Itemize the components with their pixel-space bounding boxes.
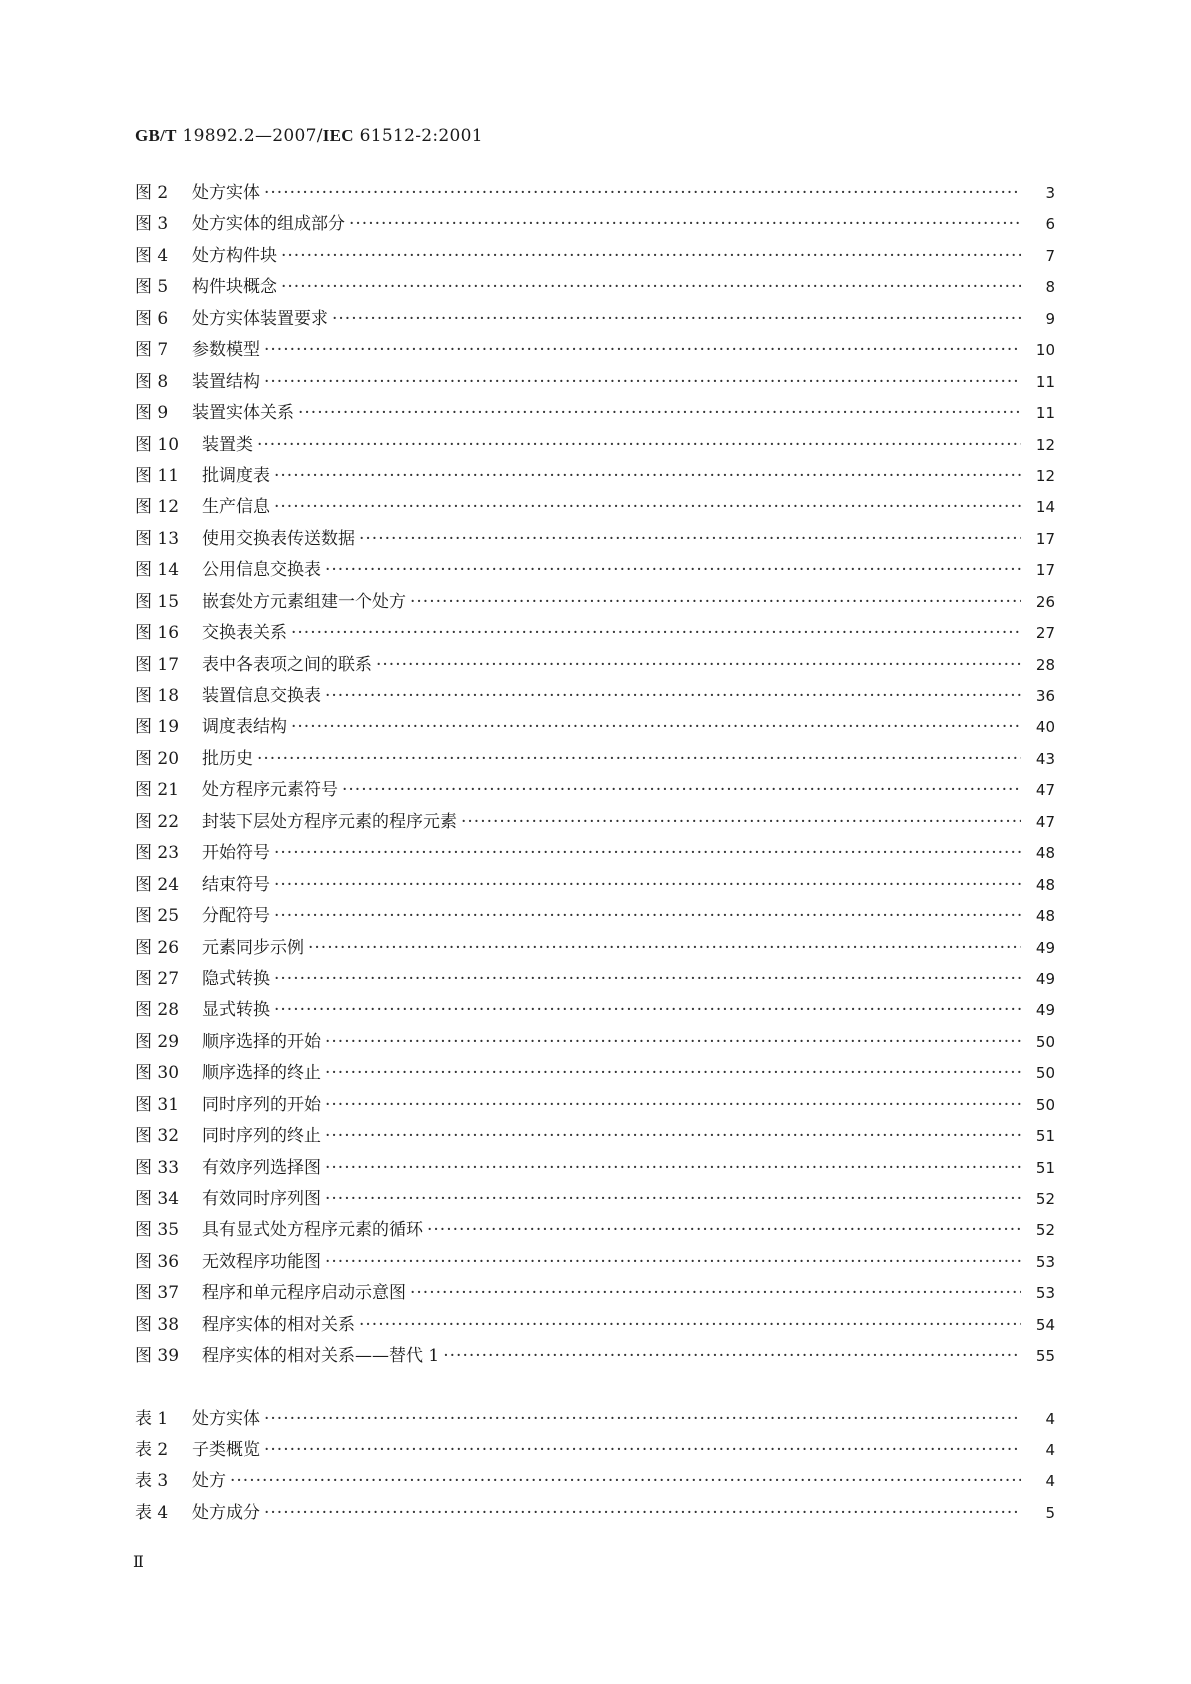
figure-page-number: 14	[1035, 498, 1055, 517]
figure-number: 图 26	[135, 937, 180, 958]
figure-page-number: 53	[1035, 1252, 1055, 1271]
table-page-number: 5	[1045, 1503, 1055, 1522]
dot-leader	[443, 1341, 1021, 1372]
header-standard-code: GB/T	[135, 126, 177, 145]
figure-title: 程序实体的相对关系——替代 1	[202, 1346, 440, 1367]
dot-leader	[332, 304, 1021, 335]
figure-number: 图 17	[135, 654, 180, 675]
figure-title: 有效同时序列图	[202, 1189, 321, 1209]
figure-number: 图 34	[135, 1189, 180, 1209]
figure-title: 处方程序元素符号	[202, 780, 338, 801]
figure-number: 图 19	[135, 717, 180, 738]
figure-page-number: 55	[1035, 1347, 1055, 1366]
figure-number: 图 23	[135, 843, 180, 864]
table-page-number: 4	[1045, 1410, 1055, 1428]
figure-number: 图 37	[135, 1283, 180, 1304]
dot-leader	[427, 1215, 1021, 1246]
figure-number: 图 38	[135, 1314, 180, 1335]
dot-leader	[359, 1310, 1021, 1341]
dot-leader	[274, 964, 1021, 995]
figure-page-number: 9	[1045, 309, 1055, 328]
figure-title: 处方实体装置要求	[192, 308, 328, 329]
figure-page-number: 6	[1045, 215, 1055, 234]
table-entry[interactable]	[135, 1404, 1055, 1435]
figure-number: 图 24	[135, 874, 180, 895]
dot-leader	[325, 1090, 1021, 1121]
dot-leader	[298, 398, 1021, 429]
dot-leader	[281, 272, 1021, 303]
figure-page-number: 48	[1035, 875, 1055, 894]
figure-entry[interactable]	[135, 304, 1055, 335]
figure-entry[interactable]	[135, 933, 1055, 964]
figure-entry[interactable]	[135, 1153, 1055, 1184]
figure-title: 顺序选择的终止	[202, 1063, 321, 1084]
dot-leader	[461, 807, 1021, 838]
figure-number: 图 22	[135, 811, 180, 832]
header-standard-number: 19892.2—2007/	[182, 126, 323, 146]
figure-page-number: 52	[1035, 1190, 1055, 1208]
dot-leader	[308, 933, 1021, 964]
table-title: 处方成分	[192, 1502, 260, 1523]
figure-entry[interactable]	[135, 870, 1055, 901]
figure-page-number: 48	[1035, 907, 1055, 926]
figure-title: 处方实体的组成部分	[192, 214, 345, 235]
figure-title: 显式转换	[202, 1000, 270, 1021]
figure-page-number: 17	[1035, 561, 1055, 580]
figure-page-number: 10	[1035, 341, 1055, 360]
dot-leader	[264, 367, 1021, 398]
dot-leader	[325, 1153, 1021, 1184]
table-number: 表 3	[135, 1471, 169, 1492]
figure-page-number: 48	[1035, 844, 1055, 863]
figure-title: 批历史	[202, 748, 253, 769]
figure-entry[interactable]	[135, 1278, 1055, 1309]
figure-number: 图 5	[135, 277, 169, 298]
figure-title: 同时序列的开始	[202, 1094, 321, 1115]
figure-entry[interactable]	[135, 807, 1055, 838]
figure-number: 图 16	[135, 623, 180, 644]
figure-title: 同时序列的终止	[202, 1126, 321, 1147]
figure-page-number: 3	[1045, 184, 1055, 202]
figure-number: 图 27	[135, 968, 180, 989]
dot-leader	[325, 1247, 1021, 1278]
figure-number: 图 18	[135, 686, 180, 706]
figure-entry[interactable]	[135, 712, 1055, 743]
figure-entry[interactable]	[135, 461, 1055, 492]
figure-number: 图 21	[135, 780, 180, 801]
figure-page-number: 36	[1035, 687, 1055, 705]
dot-leader	[264, 1404, 1021, 1435]
figure-number: 图 36	[135, 1251, 180, 1272]
figure-number: 图 33	[135, 1157, 180, 1178]
figure-title: 公用信息交换表	[202, 560, 321, 581]
figure-entry[interactable]	[135, 492, 1055, 523]
figure-number: 图 13	[135, 528, 180, 549]
figure-page-number: 28	[1035, 655, 1055, 674]
figure-title: 有效序列选择图	[202, 1157, 321, 1178]
figure-number: 图 15	[135, 591, 180, 612]
figure-entry[interactable]	[135, 838, 1055, 869]
dot-leader	[230, 1466, 1021, 1497]
figure-page-number: 52	[1035, 1221, 1055, 1240]
figure-entry[interactable]	[135, 964, 1055, 995]
figure-title: 构件块概念	[192, 277, 277, 298]
figure-entry[interactable]	[135, 618, 1055, 649]
figure-entry[interactable]	[135, 587, 1055, 618]
table-number: 表 1	[135, 1409, 169, 1429]
dot-leader	[325, 1121, 1021, 1152]
figure-title: 装置类	[202, 434, 253, 455]
dot-leader	[291, 618, 1021, 649]
figure-page-number: 47	[1035, 812, 1055, 831]
page-number: Ⅱ	[133, 1554, 144, 1571]
figure-page-number: 11	[1035, 404, 1055, 423]
figure-number: 图 10	[135, 434, 180, 455]
header-iec-number: 61512-2:2001	[359, 126, 483, 146]
dot-leader	[257, 744, 1021, 775]
figure-title: 装置结构	[192, 371, 260, 392]
figure-entry[interactable]	[135, 995, 1055, 1026]
figure-number: 图 30	[135, 1063, 180, 1084]
table-entry[interactable]	[135, 1498, 1055, 1529]
dot-leader	[274, 838, 1021, 869]
figure-title: 元素同步示例	[202, 937, 304, 958]
figure-entry[interactable]	[135, 1058, 1055, 1089]
dot-leader	[264, 335, 1021, 366]
figure-title: 封装下层处方程序元素的程序元素	[202, 811, 457, 832]
figure-number: 图 25	[135, 906, 180, 927]
figure-entry[interactable]	[135, 681, 1055, 712]
figure-title: 装置实体关系	[192, 403, 294, 424]
figure-entry[interactable]	[135, 1121, 1055, 1152]
figure-entry[interactable]	[135, 398, 1055, 429]
figure-entry[interactable]	[135, 744, 1055, 775]
figure-title: 装置信息交换表	[202, 686, 321, 706]
figure-page-number: 17	[1035, 529, 1055, 548]
figure-title: 使用交换表传送数据	[202, 528, 355, 549]
figure-title: 无效程序功能图	[202, 1251, 321, 1272]
figure-number: 图 20	[135, 748, 180, 769]
figure-page-number: 12	[1035, 435, 1055, 454]
figure-page-number: 50	[1035, 1064, 1055, 1083]
table-number: 表 2	[135, 1440, 169, 1461]
figure-page-number: 51	[1035, 1127, 1055, 1146]
table-page-number: 4	[1045, 1472, 1055, 1491]
figure-title: 具有显式处方程序元素的循环	[202, 1220, 423, 1241]
figure-title: 隐式转换	[202, 968, 270, 989]
dot-leader	[264, 1498, 1021, 1529]
figure-list	[135, 178, 1055, 1373]
figure-entry[interactable]	[135, 209, 1055, 240]
dot-leader	[410, 587, 1021, 618]
dot-leader	[349, 209, 1021, 240]
figure-number: 图 32	[135, 1126, 180, 1147]
header-iec-code: IEC	[322, 126, 354, 145]
figure-page-number: 50	[1035, 1095, 1055, 1114]
figure-title: 交换表关系	[202, 623, 287, 644]
figure-number: 图 9	[135, 403, 169, 424]
figure-page-number: 53	[1035, 1284, 1055, 1303]
figure-page-number: 8	[1045, 278, 1055, 297]
figure-title: 程序实体的相对关系	[202, 1314, 355, 1335]
figure-title: 批调度表	[202, 465, 270, 486]
figure-page-number: 54	[1035, 1315, 1055, 1334]
figure-entry[interactable]	[135, 1090, 1055, 1121]
dot-leader	[359, 524, 1021, 555]
figure-entry[interactable]	[135, 1027, 1055, 1058]
figure-page-number: 26	[1035, 592, 1055, 611]
dot-leader	[274, 995, 1021, 1026]
table-title: 处方	[192, 1471, 226, 1492]
figure-entry[interactable]	[135, 367, 1055, 398]
figure-number: 图 29	[135, 1031, 180, 1052]
figure-number: 图 14	[135, 560, 180, 581]
figure-number: 图 3	[135, 214, 169, 235]
figure-title: 处方构件块	[192, 245, 277, 266]
figure-page-number: 49	[1035, 938, 1055, 957]
dot-leader	[325, 681, 1021, 712]
dot-leader	[325, 1058, 1021, 1089]
figure-entry[interactable]	[135, 241, 1055, 272]
dot-leader	[264, 1435, 1021, 1466]
dot-leader	[325, 555, 1021, 586]
figure-entry[interactable]	[135, 178, 1055, 209]
dot-leader	[325, 1184, 1021, 1215]
figure-title: 生产信息	[202, 497, 270, 518]
figure-title: 表中各表项之间的联系	[202, 654, 372, 675]
dot-leader	[274, 492, 1021, 523]
figure-number: 图 12	[135, 497, 180, 518]
figure-entry[interactable]	[135, 1341, 1055, 1372]
figure-entry[interactable]	[135, 555, 1055, 586]
figure-number: 图 35	[135, 1220, 180, 1241]
figure-entry[interactable]	[135, 1215, 1055, 1246]
figure-entry[interactable]	[135, 1247, 1055, 1278]
figure-title: 结束符号	[202, 874, 270, 895]
figure-number: 图 4	[135, 245, 169, 266]
figure-title: 开始符号	[202, 843, 270, 864]
table-entry[interactable]	[135, 1435, 1055, 1466]
figure-page-number: 47	[1035, 781, 1055, 800]
dot-leader	[342, 775, 1021, 806]
table-title: 子类概览	[192, 1440, 260, 1461]
figure-entry[interactable]	[135, 272, 1055, 303]
table-entry[interactable]	[135, 1466, 1055, 1497]
figure-title: 处方实体	[192, 183, 260, 203]
figure-number: 图 8	[135, 371, 169, 392]
dot-leader	[274, 461, 1021, 492]
figure-page-number: 11	[1035, 372, 1055, 391]
figure-title: 分配符号	[202, 906, 270, 927]
figure-page-number: 27	[1035, 624, 1055, 643]
figure-entry[interactable]	[135, 524, 1055, 555]
figure-entry[interactable]	[135, 775, 1055, 806]
figure-page-number: 40	[1035, 718, 1055, 737]
figure-title: 程序和单元程序启动示意图	[202, 1283, 406, 1304]
figure-number: 图 2	[135, 183, 169, 203]
figure-entry[interactable]	[135, 335, 1055, 366]
figure-page-number: 49	[1035, 1001, 1055, 1020]
figure-entry[interactable]	[135, 1310, 1055, 1341]
figure-entry[interactable]	[135, 901, 1055, 932]
figure-page-number: 12	[1035, 466, 1055, 485]
figure-title: 调度表结构	[202, 717, 287, 738]
table-page-number: 4	[1045, 1441, 1055, 1460]
dot-leader	[410, 1278, 1021, 1309]
dot-leader	[291, 712, 1021, 743]
figure-number: 图 39	[135, 1346, 180, 1367]
table-title: 处方实体	[192, 1409, 260, 1429]
figure-title: 嵌套处方元素组建一个处方	[202, 591, 406, 612]
figure-page-number: 43	[1035, 749, 1055, 768]
figure-page-number: 49	[1035, 969, 1055, 988]
dot-leader	[325, 1027, 1021, 1058]
figure-page-number: 7	[1045, 246, 1055, 265]
figure-number: 图 31	[135, 1094, 180, 1115]
dot-leader	[257, 430, 1021, 461]
figure-title: 参数模型	[192, 340, 260, 361]
figure-entry[interactable]	[135, 1184, 1055, 1215]
dot-leader	[281, 241, 1021, 272]
figure-number: 图 7	[135, 340, 169, 361]
figure-title: 顺序选择的开始	[202, 1031, 321, 1052]
dot-leader	[274, 870, 1021, 901]
dot-leader	[264, 178, 1021, 209]
figure-entry[interactable]	[135, 430, 1055, 461]
table-list	[135, 1404, 1055, 1529]
page-header	[135, 126, 483, 146]
figure-number: 图 11	[135, 465, 180, 486]
figure-number: 图 28	[135, 1000, 180, 1021]
figure-entry[interactable]	[135, 650, 1055, 681]
dot-leader	[274, 901, 1021, 932]
figure-page-number: 50	[1035, 1032, 1055, 1051]
figure-page-number: 51	[1035, 1158, 1055, 1177]
figure-number: 图 6	[135, 308, 169, 329]
table-number: 表 4	[135, 1502, 169, 1523]
dot-leader	[376, 650, 1021, 681]
